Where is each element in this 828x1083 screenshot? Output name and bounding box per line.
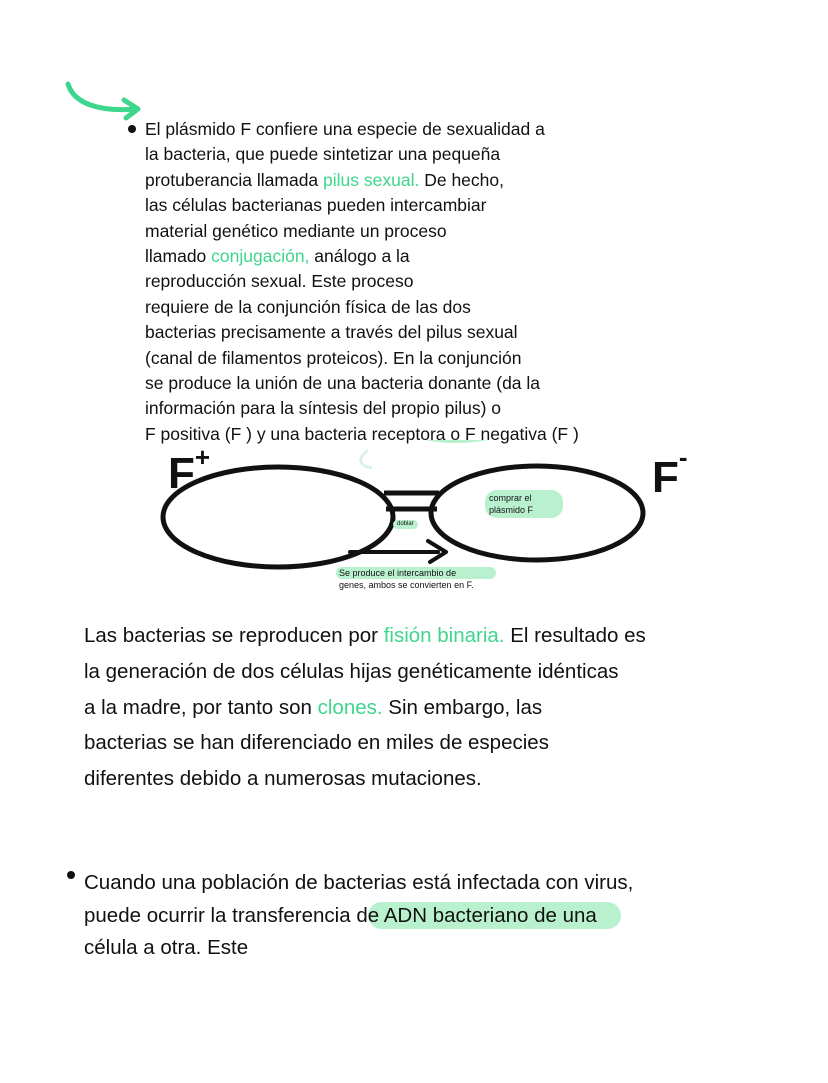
faint-curve-mark [361, 450, 372, 468]
p2-line: El resultado es [504, 624, 646, 647]
p1-line: reproducción sexual. Este proceso [145, 271, 414, 292]
p2-line: diferentes debido a numerosas mutaciones. [84, 767, 482, 791]
term-clones: clones. [317, 695, 383, 719]
p1-line: se produce la unión de una bacteria donante (da la [145, 373, 541, 394]
label-f-plus: F+ [168, 442, 211, 498]
label-f-plus-sup: + [194, 442, 211, 472]
note-plasmid: comprar el plásmido F [485, 490, 563, 518]
p3-line: Cuando una población de bacterias está infectada con virus, [84, 871, 634, 894]
p2-line: la generación de dos células hijas genéticamente idénticas [84, 659, 619, 683]
p1-line: protuberancia llamada [145, 169, 324, 190]
p2-line: Las bacterias se reproducen por [84, 624, 384, 647]
p1-line: (canal de filamentos proteicos). En la conjunción [145, 347, 522, 368]
p2-line: Sin embargo, las [382, 695, 543, 719]
p1-line: De hecho, [419, 169, 504, 190]
p3-line: puede ocurrir la transferencia d [84, 903, 368, 927]
p1-line: F positiva (F ) y una bacteria receptora o F negativa (F ) [145, 423, 579, 444]
note-double: doblar [393, 520, 418, 529]
bullet-1 [128, 125, 136, 133]
p1-line: El plásmido F confiere una especie de sexualidad a [145, 119, 545, 139]
pilus-underline-mark [420, 440, 495, 441]
bullet-3 [67, 871, 75, 879]
note-exchange: Se produce el intercambio de genes, ambos se convierten en F. [336, 567, 496, 591]
label-f-minus-sup: - [678, 442, 688, 472]
p1-line: requiere de la conjunción física de las dos [145, 296, 471, 317]
paragraph-plasmid [145, 117, 665, 447]
p3-line: célula a otra. Este [84, 936, 249, 959]
label-f-minus: F- [652, 442, 688, 502]
p1-line: la bacteria, que puede sintetizar una pequeña [145, 144, 501, 165]
p1-line: las células bacterianas pueden intercambiar [145, 195, 487, 216]
term-pilus: pilus sexual. [323, 169, 420, 190]
hand-drawn-arrow-icon [60, 78, 150, 128]
p1-line: bacterias precisamente a través del pilus sexual [145, 322, 518, 343]
p1-line: material genético mediante un proceso [145, 220, 447, 241]
term-fision-binaria: fisión binaria. [383, 624, 505, 647]
p1-line: información para la síntesis del propio pilus) o [145, 398, 502, 419]
highlight-adn: e ADN bacteriano de una [368, 902, 621, 929]
term-conjugacion: conjugación, [211, 246, 310, 267]
p2-line: bacterias se han diferenciado en miles de especies [84, 731, 549, 755]
p1-line: llamado [145, 246, 212, 267]
p2-line: a la madre, por tanto son [84, 695, 318, 719]
paragraph-virus [84, 867, 764, 965]
paragraph-fision [84, 618, 744, 797]
p1-line: análogo a la [309, 246, 410, 267]
